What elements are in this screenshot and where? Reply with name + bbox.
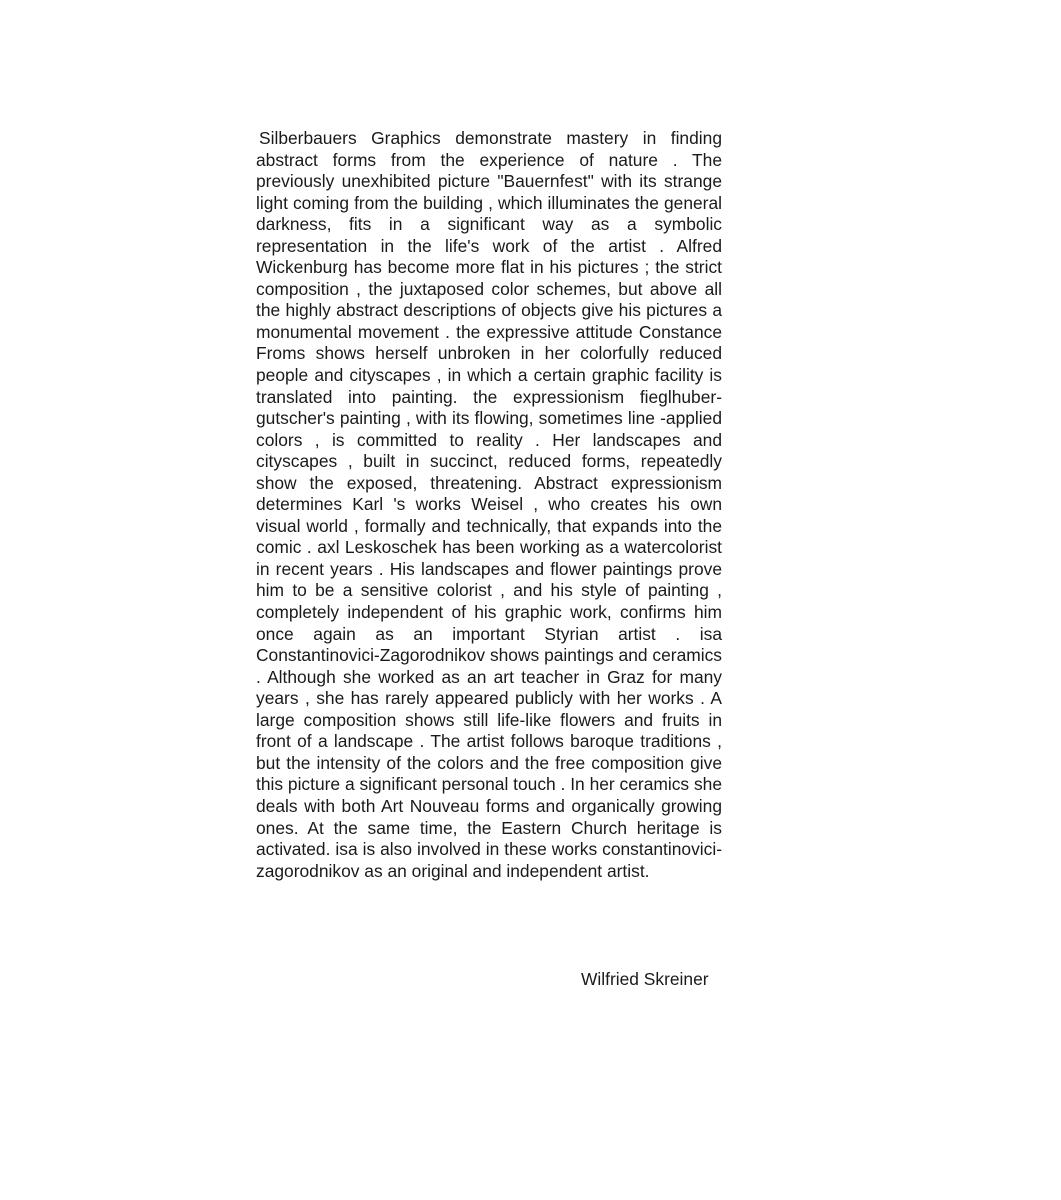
article-body-text: Silberbauers Graphics demonstrate mastery in finding abstract forms from the experience of nature . The previously unexhibited picture "Bauernfest" with its strange light coming from the building , which illuminates the general darkness, fits in a significant way as a symbolic representation in the life's work of the artist . Alfred Wickenburg has become more flat in his pictures ; the strict composition , the juxtaposed color schemes, but above all the highly abstract descriptions of objects give his pictures a monumental movement . the expressive attitude Constance Froms shows herself unbroken in her colorfully reduced people and cityscapes , in which a certain graphic facility is translated into painting. the expressionism fieglhuber-gutscher's painting , with its flowing, sometimes line -applied colors , is committed to reality . Her landscapes and cityscapes , built in succinct, reduced forms, repeatedly show the exposed, threatening. Abstract expressionism determines Karl 's works Weisel , who creates his own visual world , formally and technically, that expands into the comic . axl Leskoschek has been working as a watercolorist in recent years . His landscapes and flower paintings prove him to be a sensitive colorist , and his style of painting , completely independent of his graphic work, confirms him once again as an important Styrian artist . isa Constantinovici-Zagorodnikov shows paintings and ceramics . Although she worked as an art teacher in Graz for many years , she has rarely appeared publicly with her works . A large composition shows still life-like flowers and fruits in front of a landscape . The artist follows baroque traditions , but the intensity of the colors and the free composition give this picture a significant personal touch . In her ceramics she deals with both Art Nouveau forms and organically growing ones. At the same time, the Eastern Church heritage is activated. isa is also involved in these works constantinovici-zagorodnikov as an original and independent artist. [256,128,722,881]
author-signature: Wilfried Skreiner [581,969,709,989]
